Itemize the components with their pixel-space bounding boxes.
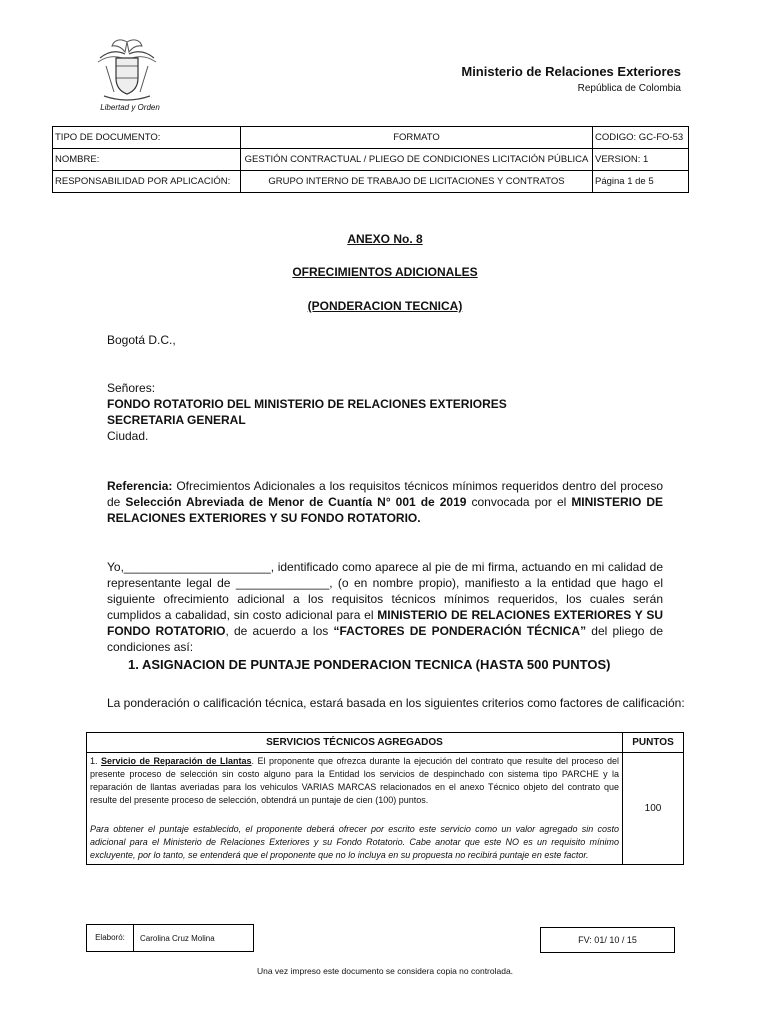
table-cell: TIPO DE DOCUMENTO:: [53, 127, 241, 149]
item-text: . El proponente que ofrezca durante la ejecución del contrato que resulte del proceso del presente proceso de selección sin costo alguno para la Entidad los servicios de despinchado con sistema tipo PARCHE y la reparación de llantas averiadas para los vehiculos VARIAS MARCAS relacionados en el anexo Técnico objeto del contrato que resulte del presente proceso de selección, obtendrá un puntaje de cien (100) puntos.: [90, 756, 620, 805]
table-cell: NOMBRE:: [53, 149, 241, 171]
section-intro: La ponderación o calificación técnica, estará basada en los siguientes criterios como factores de calificación:: [107, 696, 685, 710]
republic-name: República de Colombia: [577, 83, 681, 94]
crest-caption: Libertad y Orden: [100, 103, 160, 112]
text-span: , de acuerdo a los: [225, 624, 334, 638]
elaboro-label: Elaboró:: [87, 925, 134, 951]
table-row: [53, 171, 689, 193]
points-value: 100: [623, 753, 684, 865]
table-cell: CODIGO: GC-FO-53: [593, 127, 689, 149]
item-note: Para obtener el puntaje establecido, el proponente deberá ofrecer por escrito este servicio como un valor agregado sin costo adicional para el Ministerio de Relaciones Exteriores y su Fondo Rotatorio. Cabe anotar que este NO es un requisito mínimo excluyente, por lo tanto, se entenderá que el proponente que no lo incluya en su propuesta no recibirá puntaje en este factor.: [90, 824, 619, 860]
services-table: [86, 732, 684, 865]
table-cell: Página 1 de 5: [593, 171, 689, 193]
process-name: Selección Abreviada de Menor de Cuantía N° 001 de 2019: [125, 495, 467, 509]
ministry-name: Ministerio de Relaciones Exteriores: [461, 64, 681, 79]
city-date: Bogotá D.C.,: [107, 333, 176, 347]
table-header-row: [87, 733, 684, 753]
service-item: [90, 755, 619, 807]
table-cell: GRUPO INTERNO DE TRABAJO DE LICITACIONES Y CONTRATOS: [241, 171, 593, 193]
annex-title: ANEXO No. 8: [347, 232, 423, 246]
text-span: Ofrecimientos Adicionales a los requisitos técnicos mínimos requeridos dentro del proceso de: [107, 479, 663, 509]
elaboro-box: [86, 924, 254, 952]
elaboro-name: Carolina Cruz Molina: [140, 933, 215, 943]
recipient-line: SECRETARIA GENERAL: [107, 413, 246, 427]
table-cell: FORMATO: [241, 127, 593, 149]
table-row: [53, 127, 689, 149]
weighting-title: (PONDERACION TECNICA): [307, 299, 463, 313]
document-header-table: [52, 126, 689, 193]
version-date-box: FV: 01/ 10 / 15: [540, 927, 675, 953]
item-number: 1.: [90, 756, 101, 766]
text-span: del pliego de condiciones así:: [107, 624, 664, 654]
table-row: [53, 149, 689, 171]
column-header: SERVICIOS TÉCNICOS AGREGADOS: [87, 733, 623, 753]
text-span: convocada por el: [466, 495, 572, 509]
table-cell: GESTIÓN CONTRACTUAL / PLIEGO DE CONDICIONES LICITACIÓN PÚBLICA: [241, 149, 593, 171]
table-cell: VERSION: 1: [593, 149, 689, 171]
column-header: PUNTOS: [623, 733, 684, 753]
footer-note: Una vez impreso este documento se considera copia no controlada.: [256, 966, 514, 976]
section-heading: 1. ASIGNACION DE PUNTAJE PONDERACION TECNICA (HASTA 500 PUNTOS): [128, 657, 611, 672]
recipient-city: Ciudad.: [107, 429, 149, 443]
recipient-block: [107, 380, 663, 444]
entity-name: MINISTERIO DE RELACIONES EXTERIORES Y SU FONDO ROTATORIO.: [107, 495, 664, 525]
table-cell: RESPONSABILIDAD POR APLICACIÓN:: [53, 171, 241, 193]
offers-title: OFRECIMIENTOS ADICIONALES: [292, 265, 478, 279]
reference-paragraph: [107, 478, 663, 526]
salutation: Señores:: [107, 381, 156, 395]
service-description: [87, 753, 623, 865]
recipient-line: FONDO ROTATORIO DEL MINISTERIO DE RELACIONES EXTERIORES: [107, 397, 507, 411]
entity-name: MINISTERIO DE RELACIONES EXTERIORES Y SU FONDO ROTATORIO: [107, 608, 663, 638]
item-title: Servicio de Reparación de Llantas: [101, 756, 252, 766]
declaration-paragraph: [107, 559, 663, 655]
table-row: [87, 753, 684, 865]
text-span: Yo,______________________, identificado como aparece al pie de mi firma, actuando en mi calidad de representante legal de ______________, (o en nombre propio), manifiesto a la entidad que hago el siguiente ofrecimiento adicional a los requisitos técnicos mínimos requeridos, los cuales serán cumplidos a cabalidad, sin costo adicional para el: [107, 560, 663, 622]
reference-label: Referencia:: [107, 479, 173, 493]
factors-name: “FACTORES DE PONDERACIÓN TÉCNICA”: [333, 624, 587, 638]
